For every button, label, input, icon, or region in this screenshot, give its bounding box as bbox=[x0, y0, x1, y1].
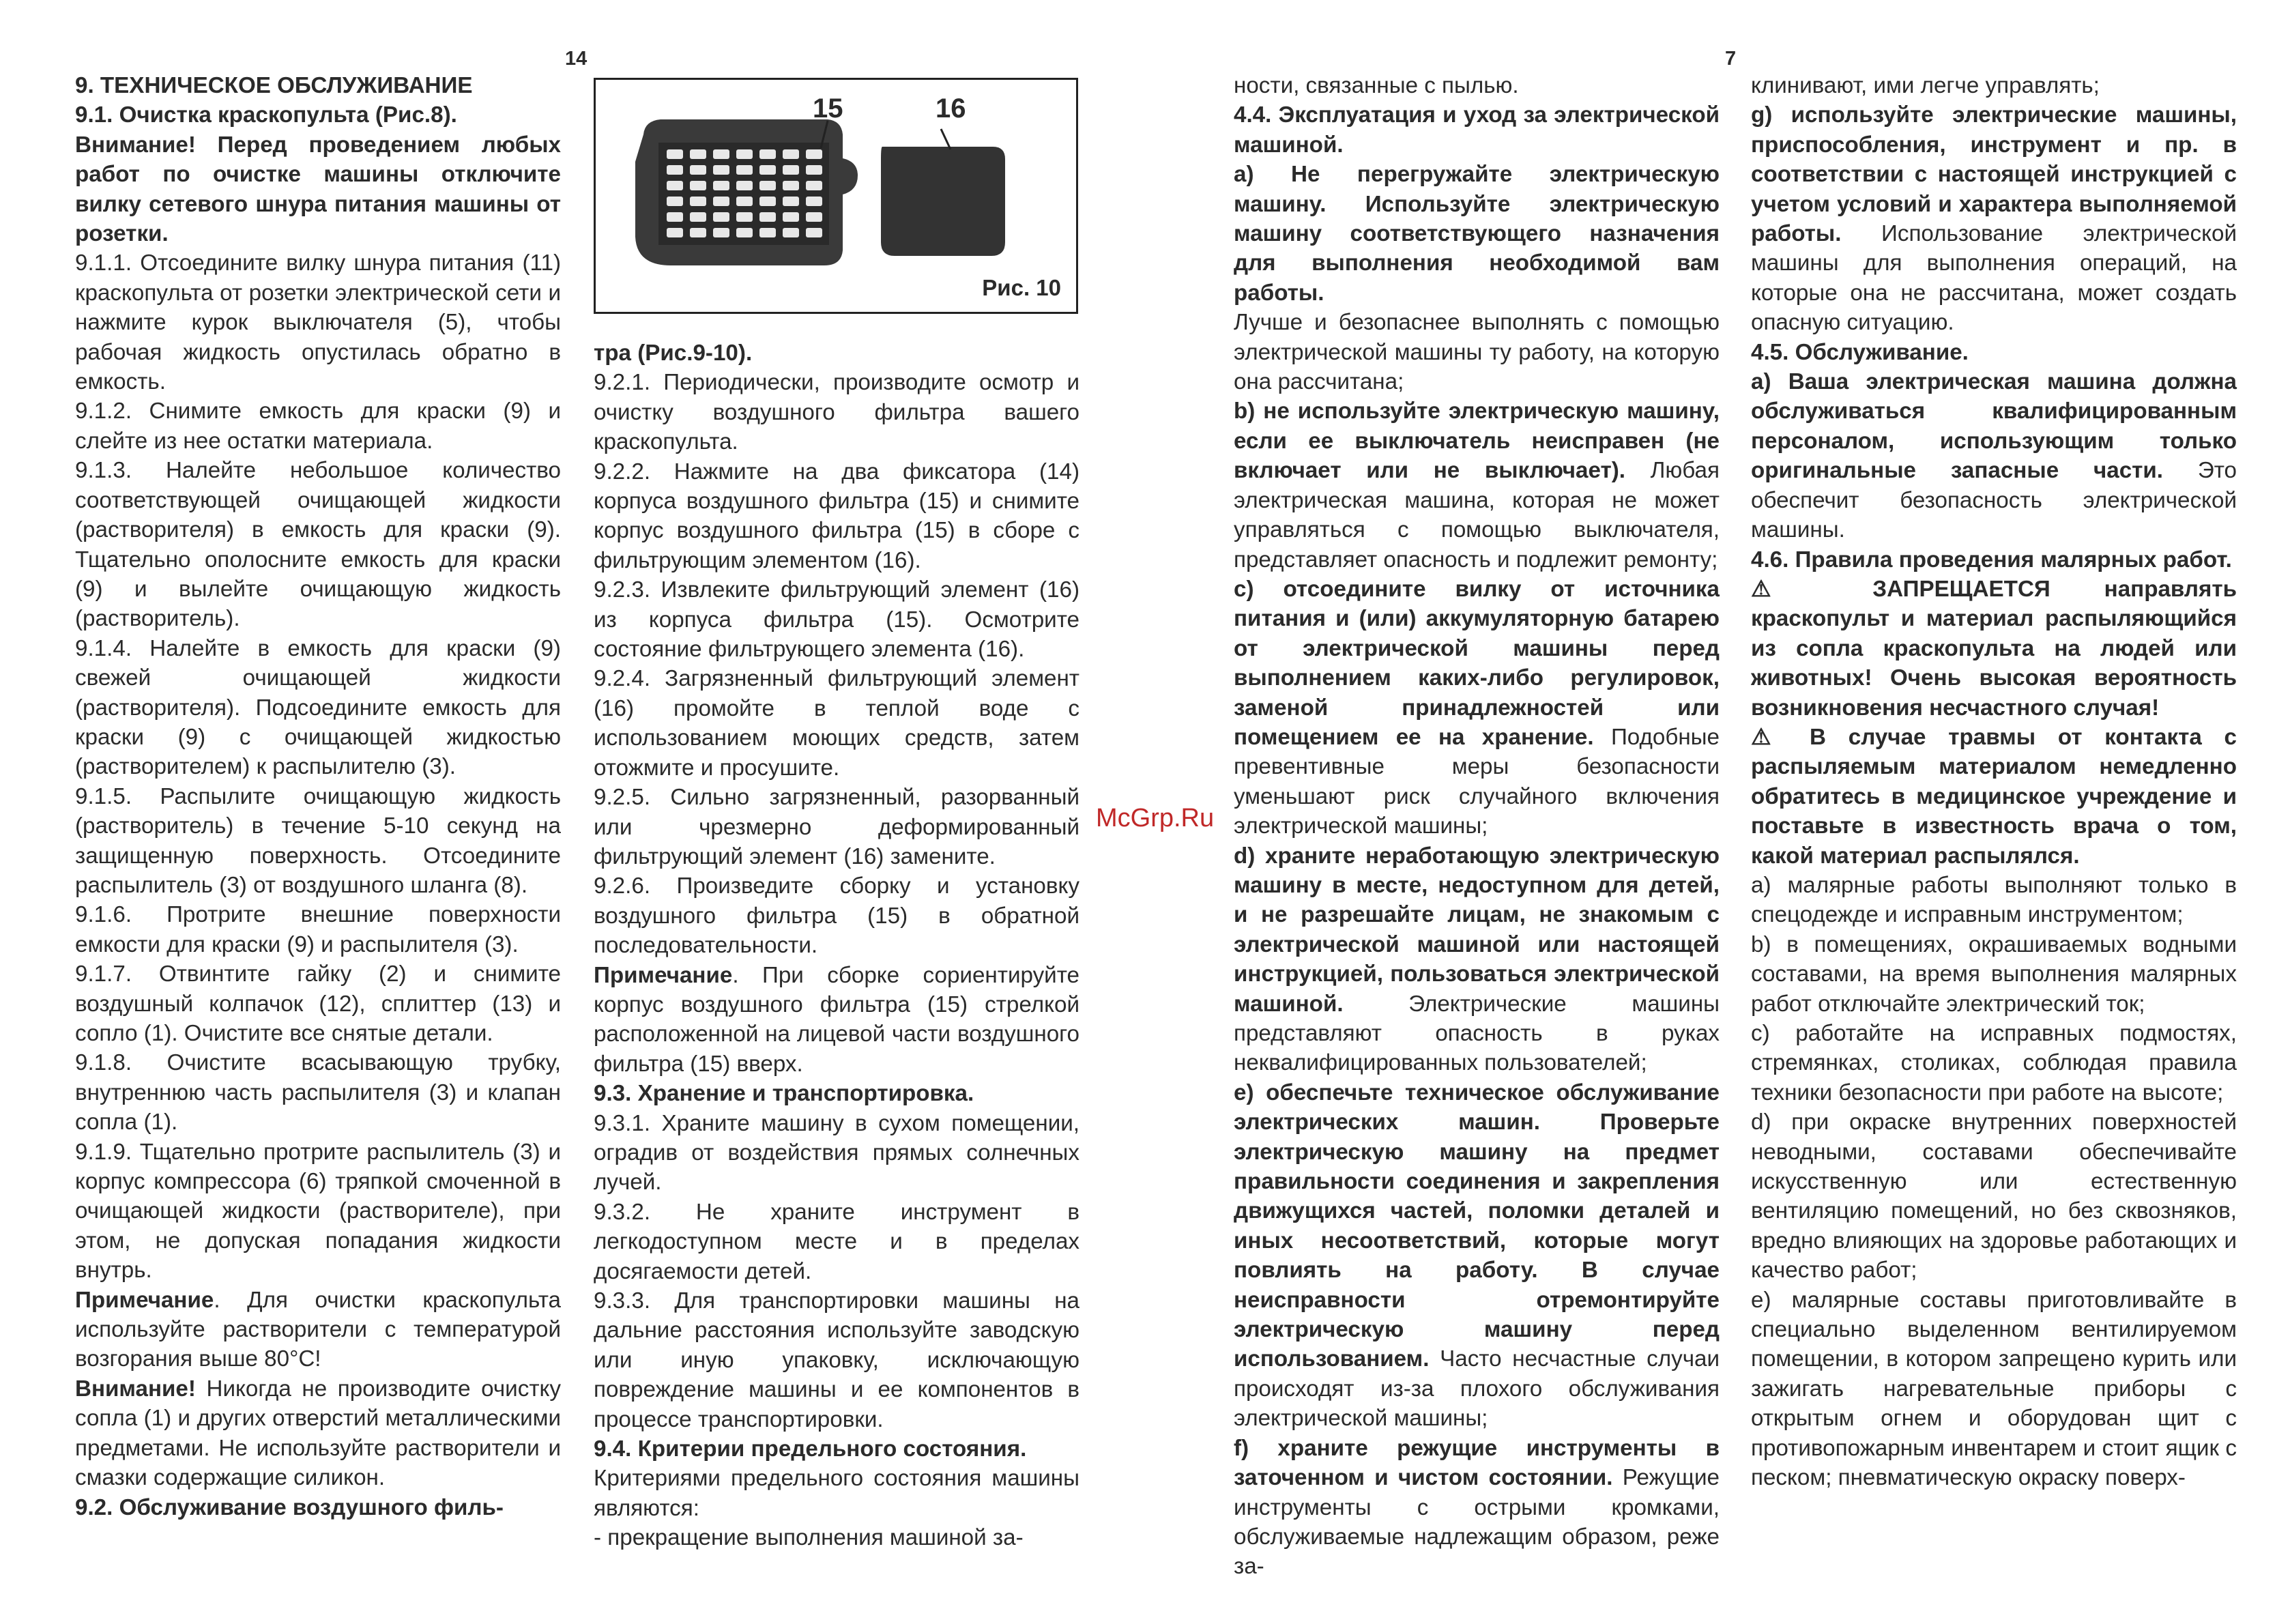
paragraph-text: Лучше и безопаснее выполнять с помощью электрической машины ту работу, на которую она рассчитана; bbox=[1234, 310, 1720, 395]
paragraph-lead-bold: Внимание! bbox=[75, 1376, 196, 1402]
grille-slot bbox=[690, 228, 706, 237]
paragraph bbox=[594, 575, 1079, 664]
paragraph-text: ности, связанные с пылью. bbox=[1234, 73, 1519, 98]
paragraph-text: Критериями предельного состояния машины являются: bbox=[594, 1466, 1079, 1521]
paragraph bbox=[594, 1198, 1079, 1286]
paragraph-text: 9.3.2. Не храните инструмент в легкодоступном месте и в пределах досягаемости детей. bbox=[594, 1199, 1079, 1284]
paragraph-text: 9.1.2. Снимите емкость для краски (9) и слейте из нее остатки материала. bbox=[75, 398, 561, 454]
column-1 bbox=[75, 71, 561, 1522]
paragraph bbox=[1234, 396, 1720, 574]
paragraph bbox=[75, 130, 561, 249]
paragraph-text: Никогда не производите очистку сопла (1) и других отверстий металлическими предметами. Не используйте растворители и смазки содержащие силикон. bbox=[75, 1376, 561, 1491]
filter-element-shape bbox=[881, 147, 1005, 256]
paragraph-text: а) малярные работы выполняют только в спецодежде и исправным инструментом; bbox=[1751, 872, 2237, 928]
paragraph-text: 9.3. Хранение и транспортировка. bbox=[594, 1081, 974, 1107]
paragraph bbox=[75, 456, 561, 633]
paragraph bbox=[1751, 100, 2237, 337]
paragraph-text: Это обеспечит безопасность электрической машины. bbox=[1751, 458, 2237, 543]
column-4 bbox=[1751, 71, 2237, 1493]
grille-slot bbox=[783, 181, 799, 190]
paragraph bbox=[594, 1523, 1079, 1552]
paragraph bbox=[1234, 1078, 1720, 1434]
grille-slot bbox=[736, 165, 753, 175]
paragraph-text: Часто несчастные случаи происходят из-за плохого обслуживания электрической машины; bbox=[1234, 1346, 1720, 1432]
paragraph bbox=[594, 961, 1079, 1079]
grille-slot bbox=[759, 212, 776, 222]
paragraph-text: c) работайте на исправных подмостях, стремянках, столиках, соблюдая правила техники безопасности при работе на высоте; bbox=[1751, 1021, 2237, 1105]
watermark: McGrp.Ru bbox=[1096, 804, 1215, 832]
paragraph bbox=[75, 1374, 561, 1493]
paragraph-lead-bold: а) Ваша электрическая машина должна обслуживаться квалифицированным персоналом, использующим только оригинальные запасные части. bbox=[1751, 369, 2237, 484]
grille-slot bbox=[690, 165, 706, 175]
paragraph bbox=[1751, 1286, 2237, 1493]
paragraph bbox=[75, 71, 561, 100]
paragraph-text: . При сборке сориентируйте корпус воздушного фильтра (15) стрелкой расположенной на лицевой части воздушного фильтра (15) вверх. bbox=[594, 962, 1079, 1077]
paragraph bbox=[75, 100, 561, 130]
grille-slot bbox=[667, 149, 683, 159]
paragraph-text: Электрические машины представляют опасность в руках неквалифицированных пользователей; bbox=[1234, 991, 1720, 1076]
grille-slot bbox=[667, 228, 683, 237]
paragraph bbox=[75, 248, 561, 396]
paragraph-text: 9.1.9. Тщательно протрите распылитель (3) и корпус компрессора (6) тряпкой смоченной в очищающей жидкости (растворителе), при этом, не допуская попадания жидкости внутрь. bbox=[75, 1139, 561, 1284]
paragraph-lead-bold: f) храните режущие инструменты в заточенном и чистом состоянии. bbox=[1234, 1435, 1720, 1491]
paragraph bbox=[1751, 71, 2237, 100]
grille-slot bbox=[783, 165, 799, 175]
paragraph-text: 9.2.4. Загрязненный фильтрующий элемент (16) промойте в теплой воде с использованием моющих средств, затем отожмите и просушите. bbox=[594, 666, 1079, 781]
paragraph bbox=[75, 900, 561, 959]
grille-slot bbox=[713, 197, 729, 206]
figure-air-filter bbox=[594, 78, 1078, 314]
grille-slot bbox=[806, 181, 822, 190]
paragraph bbox=[1234, 308, 1720, 396]
paragraph-text: b) в помещениях, окрашиваемых водными составами, на время выполнения малярных работ отключайте электрический ток; bbox=[1751, 931, 2237, 1017]
paragraph-lead-bold: b) не используйте электрическую машину, если ее выключатель неисправен (не включает или не выключает). bbox=[1234, 398, 1720, 484]
paragraph bbox=[75, 1048, 561, 1137]
paragraph bbox=[1751, 723, 2237, 871]
paragraph-text: 9.2. Обслуживание воздушного филь- bbox=[75, 1494, 504, 1520]
column-3 bbox=[1234, 71, 1720, 1582]
paragraph bbox=[594, 1464, 1079, 1523]
paragraph bbox=[1234, 160, 1720, 308]
grille-slot bbox=[759, 228, 776, 237]
grille-slot bbox=[713, 212, 729, 222]
paragraph-text: d) при окраске внутренних поверхностей неводными, составами обеспечивайте искусственную или естественную вентиляцию помещений, но без сквозняков, вредно влияющих на здоровье работающих и качество работ; bbox=[1751, 1110, 2237, 1284]
grille-slot bbox=[667, 212, 683, 222]
figure-label-15: 15 bbox=[813, 93, 843, 124]
grille-slot bbox=[713, 181, 729, 190]
paragraph-text: Подобные превентивные меры безопасности уменьшают риск случайного включения электрической машины; bbox=[1234, 724, 1720, 839]
paragraph bbox=[1234, 100, 1720, 160]
paragraph bbox=[594, 1286, 1079, 1434]
paragraph-text: - прекращение выполнения машиной за- bbox=[594, 1525, 1024, 1551]
paragraph bbox=[594, 1434, 1079, 1464]
paragraph-text: . Для очистки краскопульта используйте растворители с температурой возгорания выше 80°С! bbox=[75, 1287, 561, 1372]
grille-slot bbox=[667, 165, 683, 175]
paragraph-text: клинивают, ими легче управлять; bbox=[1751, 73, 2100, 98]
grille-slot bbox=[759, 149, 776, 159]
grille-slot bbox=[783, 228, 799, 237]
paragraph bbox=[594, 783, 1079, 871]
paragraph bbox=[1751, 338, 2237, 367]
paragraph bbox=[1751, 871, 2237, 930]
paragraph bbox=[1751, 367, 2237, 545]
paragraph-text: Любая электрическая машина, которая не может управляться с помощью выключателя, представляет опасность и подлежит ремонту; bbox=[1234, 458, 1720, 572]
page-number-left: 14 bbox=[565, 48, 588, 70]
paragraph-text: Внимание! Перед проведением любых работ по очистке машины отключите вилку сетевого шнура питания машины от розетки. bbox=[75, 132, 561, 247]
column-2 bbox=[594, 338, 1079, 1553]
paragraph-text: 9.1.1. Отсоедините вилку шнура питания (11) краскопульта от розетки электрической сети и нажмите курок выключателя (5), чтобы рабочая жидкость опустилась обратно в емкость. bbox=[75, 250, 561, 395]
paragraph-lead-bold: c) отсоедините вилку от источника питания и (или) аккумуляторную батарею от электрической машины перед выполнением каких-либо регулировок, заменой принадлежностей или помещением ее на хранение. bbox=[1234, 576, 1720, 750]
paragraph bbox=[1751, 545, 2237, 575]
paragraph-text: 9.2.3. Извлеките фильтрующий элемент (16) из корпуса фильтра (15). Осмотрите состояние фильтрующего элемента (16). bbox=[594, 577, 1079, 663]
grille-slot bbox=[690, 149, 706, 159]
grille-slot bbox=[806, 212, 822, 222]
paragraph bbox=[594, 338, 1079, 368]
paragraph-text: Использование электрической машины для выполнения операций, на которые она не рассчитана, может создать опасную ситуацию. bbox=[1751, 221, 2237, 336]
grille-slot bbox=[690, 181, 706, 190]
paragraph-text: 4.4. Эксплуатация и уход за электрической машиной. bbox=[1234, 102, 1720, 158]
grille-slot bbox=[806, 165, 822, 175]
paragraph-lead-bold: Примечание bbox=[594, 962, 733, 988]
paragraph-text: 9.1.6. Протрите внешние поверхности емкости для краски (9) и распылителя (3). bbox=[75, 902, 561, 957]
paragraph-lead-bold: е) обеспечьте техническое обслуживание электрических машин. Проверьте электрическую машину на предмет правильности соединения и закрепления движущихся частей, поломки деталей и иных несоответствий, которые могут повлиять на работу. В случае неисправности отремонтируйте электрическую машину перед использованием. bbox=[1234, 1079, 1720, 1372]
paragraph bbox=[1234, 71, 1720, 100]
figure-caption: Рис. 10 bbox=[982, 275, 1061, 300]
paragraph-text: ⚠ В случае травмы от контакта с распыляемым материалом немедленно обратитесь в медицинское учреждение и поставьте в известность врача о том, какой материал распылялся. bbox=[1751, 724, 2237, 869]
paragraph-text: 9.1.3. Налейте небольшое количество соответствующей очищающей жидкости (растворителя) в емкость для краски (9). Тщательно ополосните емкость для краски (9) и вылейте очищающую жидкость (растворитель). bbox=[75, 458, 561, 632]
paragraph bbox=[1751, 1107, 2237, 1285]
paragraph-lead-bold: d) храните неработающую электрическую машину в месте, недоступном для детей, и не разрешайте лицам, не знакомым с электрической машиной или настоящей инструкцией, пользоваться электрической машиной. bbox=[1234, 843, 1720, 1017]
paragraph-text: 9.1.8. Очистите всасывающую трубку, внутреннюю часть распылителя (3) и клапан сопла (1). bbox=[75, 1050, 561, 1135]
paragraph bbox=[75, 782, 561, 901]
grille-slot bbox=[759, 197, 776, 206]
paragraph bbox=[75, 396, 561, 456]
paragraph bbox=[75, 959, 561, 1048]
paragraph-text: 9.2.6. Произведите сборку и установку воздушного фильтра (15) в обратной последовательности. bbox=[594, 873, 1079, 959]
grille-slot bbox=[713, 149, 729, 159]
grille-slot bbox=[783, 212, 799, 222]
grille-slot bbox=[806, 149, 822, 159]
paragraph bbox=[1751, 1019, 2237, 1107]
paragraph bbox=[594, 664, 1079, 783]
paragraph-text: 9.2.2. Нажмите на два фиксатора (14) корпуса воздушного фильтра (15) и снимите корпус воздушного фильтра (15) в сборе с фильтрующим элементом (16). bbox=[594, 459, 1079, 573]
paragraph bbox=[1234, 575, 1720, 841]
grille-slot bbox=[736, 181, 753, 190]
paragraph-text: 9.1.7. Отвинтите гайку (2) и снимите воздушный колпачок (12), сплиттер (13) и сопло (1). Очистите все снятые детали. bbox=[75, 961, 561, 1046]
paragraph-text: 9.1. Очистка краскопульта (Рис.8). bbox=[75, 102, 457, 128]
paragraph-text: 9.2.5. Сильно загрязненный, разорванный или чрезмерно деформированный фильтрующий элемент (16) замените. bbox=[594, 785, 1079, 869]
paragraph bbox=[75, 1137, 561, 1286]
paragraph bbox=[1234, 841, 1720, 1078]
paragraph-text: 9.4. Критерии предельного состояния. bbox=[594, 1436, 1027, 1462]
figure-label-16: 16 bbox=[936, 93, 966, 124]
grille-slot bbox=[783, 197, 799, 206]
paragraph-text: 9. ТЕХНИЧЕСКОЕ ОБСЛУЖИВАНИЕ bbox=[75, 73, 473, 98]
grille-slot bbox=[690, 197, 706, 206]
paragraph-text: 4.6. Правила проведения малярных работ. bbox=[1751, 547, 2232, 572]
paragraph-text: е) малярные составы приготовливайте в специально выделенном вентилируемом помещении, в котором запрещено курить или зажигать нагревательные приборы с открытым огнем и оборудован щит с противопожарным инвентарем и стоит ящик с песком; пневматическую окраску поверх- bbox=[1751, 1287, 2237, 1491]
paragraph-text: тра (Рис.9-10). bbox=[594, 340, 753, 366]
grille-slot bbox=[713, 228, 729, 237]
paragraph-text: ⚠ ЗАПРЕЩАЕТСЯ направлять краскопульт и материал распыляющийся из сопла краскопульта на людей или животных! Очень высокая вероятность возникновения несчастного случая! bbox=[1751, 576, 2237, 721]
grille-slot bbox=[736, 212, 753, 222]
paragraph-text: Режущие инструменты с острыми кромками, обслуживаемые надлежащим образом, реже за- bbox=[1234, 1465, 1720, 1580]
paragraph bbox=[75, 1493, 561, 1522]
grille-slot bbox=[783, 149, 799, 159]
paragraph-text: 9.3.3. Для транспортировки машины на дальние расстояния используйте заводскую или иную упаковку, исключающую повреждение машины и ее компонентов в процессе транспортировки. bbox=[594, 1288, 1079, 1432]
paragraph bbox=[594, 368, 1079, 456]
paragraph bbox=[75, 634, 561, 782]
paragraph-lead-bold: g) используйте электрические машины, приспособления, инструмент и пр. в соответствии с настоящей инструкцией с учетом условий и характера выполняемой работы. bbox=[1751, 102, 2237, 247]
grille-slot bbox=[713, 165, 729, 175]
paragraph bbox=[594, 1079, 1079, 1108]
paragraph-lead-bold: Примечание bbox=[75, 1287, 214, 1313]
paragraph bbox=[594, 457, 1079, 576]
paragraph bbox=[75, 1286, 561, 1374]
grille-slot bbox=[806, 228, 822, 237]
grille-slot bbox=[806, 197, 822, 206]
paragraph-text: 4.5. Обслуживание. bbox=[1751, 339, 1969, 365]
paragraph bbox=[1234, 1434, 1720, 1582]
grille-slot bbox=[667, 181, 683, 190]
paragraph bbox=[1751, 575, 2237, 723]
paragraph-text: 9.2.1. Периодически, производите осмотр и очистку воздушного фильтра вашего краскопульта. bbox=[594, 370, 1079, 455]
grille-slot bbox=[736, 197, 753, 206]
paragraph-text: 9.1.5. Распылите очищающую жидкость (растворитель) в течение 5-10 секунд на защищенную поверхность. Отсоедините распылитель (3) от воздушного шланга (8). bbox=[75, 783, 561, 898]
paragraph-text: 9.1.4. Налейте в емкость для краски (9) свежей очищающей жидкости (растворителя). Подсоедините емкость для краски (9) с очищающей жидкостью (растворителем) к распылителю (3). bbox=[75, 635, 561, 780]
filter-grille bbox=[658, 143, 829, 245]
paragraph bbox=[594, 1109, 1079, 1198]
paragraph-text: 9.3.1. Храните машину в сухом помещении, оградив от воздействия прямых солнечных лучей. bbox=[594, 1110, 1079, 1195]
page-number-right: 7 bbox=[1725, 48, 1737, 70]
paragraph-text: а) Не перегружайте электрическую машину. Используйте электрическую машину соответствующего назначения для выполнения необходимой вам работы. bbox=[1234, 162, 1720, 306]
paragraph bbox=[594, 871, 1079, 960]
grille-slot bbox=[759, 165, 776, 175]
grille-slot bbox=[736, 228, 753, 237]
grille-slot bbox=[690, 212, 706, 222]
grille-slot bbox=[736, 149, 753, 159]
grille-slot bbox=[759, 181, 776, 190]
grille-slot bbox=[667, 197, 683, 206]
paragraph bbox=[1751, 930, 2237, 1019]
